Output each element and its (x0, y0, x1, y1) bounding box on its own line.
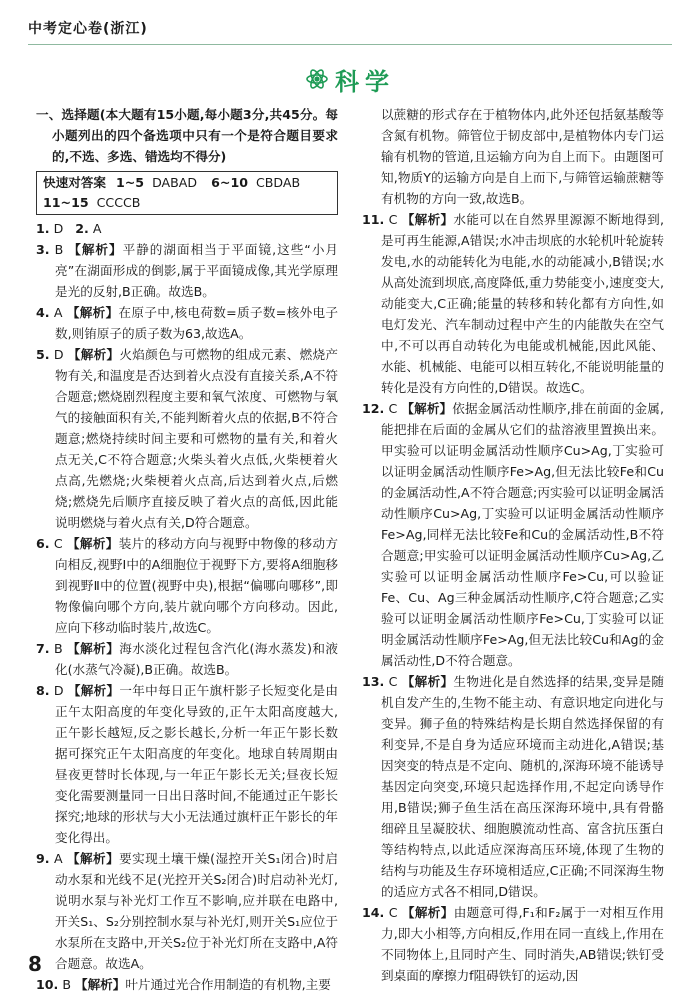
atom-icon (305, 67, 329, 91)
subject-title: 科学 (335, 67, 395, 96)
analysis-text: 水能可以在自然界里源源不断地得到,是可再生能源,A错误;水冲击坝底的水轮机叶轮旋转发电,水的动能转化为电能,水的动能减小,B错误;水从高处流到坝底,高度降低,重力势能变小,速度变大,动能变大,C正确;能量的转移和转化都有方向性,如电灯发光、汽车制动过程中产生的内能散失在空气中,不可以再自动转化为电能或机械能,因此风能、水能、机械能、电能可以相互转化,不能说明能量的转化是没有方向性的,D错误。故选C。 (381, 212, 664, 395)
answer-letter: D (53, 347, 64, 362)
quick-answer-range: 6~10 (211, 175, 248, 190)
analysis-text: 火焰颜色与可燃物的组成元素、燃烧产物有关,和温度是否达到着火点没有直接关系,A不符合题意;燃烧剧烈程度主要和氧气浓度、可燃物与氧气的接触面积有关,不能判断着火点的依据,B不符合题意;燃烧持续时间主要和可燃物的量有关,和着火点无关,C不符合题意;火柴头着火点低,火柴梗着火点高,先燃烧;火柴梗着火点高,后达到着火点,后燃烧;燃烧先后顺序直接反映了着火点的高低,因此能说明燃烧与着火点有关,D符合题意。 (55, 347, 339, 530)
analysis-text: 依据金属活动性顺序,排在前面的金属,能把排在后面的金属从它们的盐溶液里置换出来。甲实验可以证明金属活动性顺序Cu>Ag,丁实验可以证明金属活动性顺序Fe>Ag,但无法比较Fe和Cu的金属活动性,A不符合题意;丙实验可以证明金属活动性顺序Cu>Ag,丁实验可以证明金属活动性顺序Fe>Ag,同样无法比较Fe和Cu的金属活动性,B不符合题意;甲实验可以证明金属活动性顺序Cu>Ag,乙实验可以证明金属活动性顺序Fe>Cu,可以验证Fe、Cu、Ag三种金属活动性顺序,C符合题意;乙实验可以证明金属活动性顺序Fe>Cu,丁实验可以证明金属活动性顺序Fe>Ag,但无法比较Cu和Ag的金属活动性,D不符合题意。 (381, 401, 664, 668)
analysis-text: 装片的移动方向与视野中物像的移动方向相反,视野Ⅰ中的A细胞位于视野下方,要将A细胞移到视野Ⅱ中的位置(视野中央),根据“偏哪向哪移”,即物像偏向哪个方向,装片就向哪个方向移动。因此,应向下移动临时装片,故选C。 (55, 536, 338, 635)
continued-analysis: 以蔗糖的形式存在于植物体内,此外还包括氨基酸等含氮有机物。筛管位于韧皮部中,是植物体内专门运输有机物的管道,且运输方向为自上而下。由题图可知,物质Y的运输方向是自上而下,与筛管运输蔗糖等有机物的方向一致,故选B。 (381, 107, 664, 206)
question-number: 11. (362, 212, 385, 227)
question-number: 3. (36, 242, 50, 257)
answer-item (36, 680, 338, 848)
analysis-tag: 【解析】 (67, 851, 120, 866)
analysis-tag: 【解析】 (401, 212, 454, 227)
answer-letter: C (53, 536, 63, 551)
answer-letter: D (53, 221, 64, 236)
analysis-tag: 【解析】 (67, 641, 120, 656)
answer-letter: D (53, 683, 64, 698)
analysis-text: 海水淡化过程包含汽化(海水蒸发)和液化(水蒸气冷凝),B正确。故选B。 (55, 641, 338, 677)
analysis-text: 平静的湖面相当于平面镜,这些“小月亮”在湖面形成的倒影,属于平面镜成像,其光学原理是光的反射,B正确。故选B。 (55, 242, 339, 299)
quick-answer-sequence: CBDAB (256, 175, 301, 190)
question-number: 9. (36, 851, 50, 866)
section-title: 一、选择题(本大题有15小题,每小题3分,共45分。每小题列出的四个备选项中只有一个是符合题目要求的,不选、多选、错选均不得分) (36, 107, 338, 164)
question-number: 14. (362, 905, 385, 920)
analysis-tag: 【解析】 (67, 536, 119, 551)
question-number: 10. (36, 977, 59, 992)
analysis-text: 生物进化是自然选择的结果,变异是随机自发产生的,生物不能主动、有意识地定向进化与变异。狮子鱼的特殊结构是长期自然选择保留的有利变异,不是自身为适应环境而主动进化,A错误;基因突变的特点是不定向、随机的,深海环境不能诱导基因定向突变,环境只起选择作用,不起定向诱导作用,B错误;狮子鱼生活在高压深海环境中,具有骨骼细碎且呈凝胶状、细胞膜流动性高、富含抗压蛋白等结构特点,以此适应深海高压环境,体现了生物的结构与功能及生存环境相适应,C正确;不同深海生物的适应方式各不相同,D错误。 (381, 674, 664, 899)
quick-answer-sequence: DABAD (152, 175, 198, 190)
answer-letter: B (54, 242, 64, 257)
answer-letter: C (388, 401, 398, 416)
question-number: 4. (36, 305, 50, 320)
question-number: 7. (36, 641, 50, 656)
answer-item (36, 638, 338, 680)
analysis-text: 一年中每日正午旗杆影子长短变化是由正午太阳高度的年变化导致的,正午太阳高度越大,正午影长越短,反之影长越长,分析一年正午影长数据可探究正午太阳高度的年变化。地球自转周期由昼夜更替时长体现,与一年正午影长无关;昼夜长短变化需要测量同一日出日落时间,不能通过正午影长探究;地球的形状与大小无法通过旗杆正午影长的年变化得出。 (55, 683, 339, 845)
analysis-tag: 【解析】 (67, 683, 120, 698)
book-title: 中考定心卷(浙江) (28, 21, 148, 37)
quick-answer-box (36, 171, 338, 215)
answer-item (36, 239, 338, 302)
analysis-text: 由题意可得,F₁和F₂属于一对相互作用力,即大小相等,方向相反,作用在同一直线上,作用在不同物体上,且同时产生、同时消失,AB错误;铁钉受到桌面的摩擦力f阻碍铁钉的运动,因 (381, 905, 665, 983)
answer-item (36, 533, 338, 638)
quick-answer-sequence: CCCCB (96, 195, 141, 210)
right-column (362, 104, 664, 986)
answer-item (36, 848, 338, 974)
analysis-tag: 【解析】 (401, 905, 454, 920)
answer-letter: A (92, 221, 102, 236)
question-number: 6. (36, 536, 50, 551)
analysis-text: 叶片通过光合作用制造的有机物,主要 (125, 977, 331, 992)
answer-item (362, 398, 664, 671)
quick-answer-range: 1~5 (115, 175, 145, 190)
answer-item (36, 344, 338, 533)
answer-item (36, 302, 338, 344)
left-column (36, 104, 338, 995)
question-number: 1. (36, 221, 50, 236)
answer-item (362, 671, 664, 902)
question-number: 8. (36, 683, 50, 698)
analysis-tag: 【解析】 (74, 977, 126, 992)
answer-item (36, 974, 338, 995)
answer-letter: A (53, 851, 63, 866)
analysis-text: 要实现土壤干燥(湿控开关S₁闭合)时启动水泵和光线不足(光控开关S₂闭合)时启动补光灯,说明水泵与补光灯工作互不影响,应并联在电路中,开关S₁、S₂分别控制水泵与补光灯,则开关S₁应位于水泵所在支路中,开关S₂位于补光灯所在支路中,A符合题意。故选A。 (55, 851, 338, 971)
answer-letter: A (53, 305, 63, 320)
answer-letter: B (54, 641, 63, 656)
page-number: 8 (28, 952, 42, 976)
quick-answer-range: 11~15 (43, 195, 89, 210)
question-number: 12. (362, 401, 385, 416)
question-number: 2. (75, 221, 89, 236)
analysis-tag: 【解析】 (401, 401, 453, 416)
answer-item-1-2 (36, 218, 338, 239)
subject-heading (0, 62, 700, 96)
answer-letter: C (388, 905, 398, 920)
question-number: 5. (36, 347, 50, 362)
answer-letter: B (62, 977, 71, 992)
answer-item (362, 209, 664, 398)
header-divider (28, 44, 672, 45)
quick-answer-label: 快速对答案 (43, 175, 106, 190)
analysis-tag: 【解析】 (68, 242, 123, 257)
analysis-tag: 【解析】 (401, 674, 454, 689)
analysis-tag: 【解析】 (67, 347, 120, 362)
analysis-tag: 【解析】 (66, 305, 119, 320)
answer-letter: C (388, 674, 398, 689)
question-number: 13. (362, 674, 385, 689)
answer-letter: C (388, 212, 398, 227)
answer-item (362, 902, 664, 986)
analysis-text: 在原子中,核电荷数=质子数=核外电子数,则铕原子的质子数为63,故选A。 (55, 305, 338, 341)
